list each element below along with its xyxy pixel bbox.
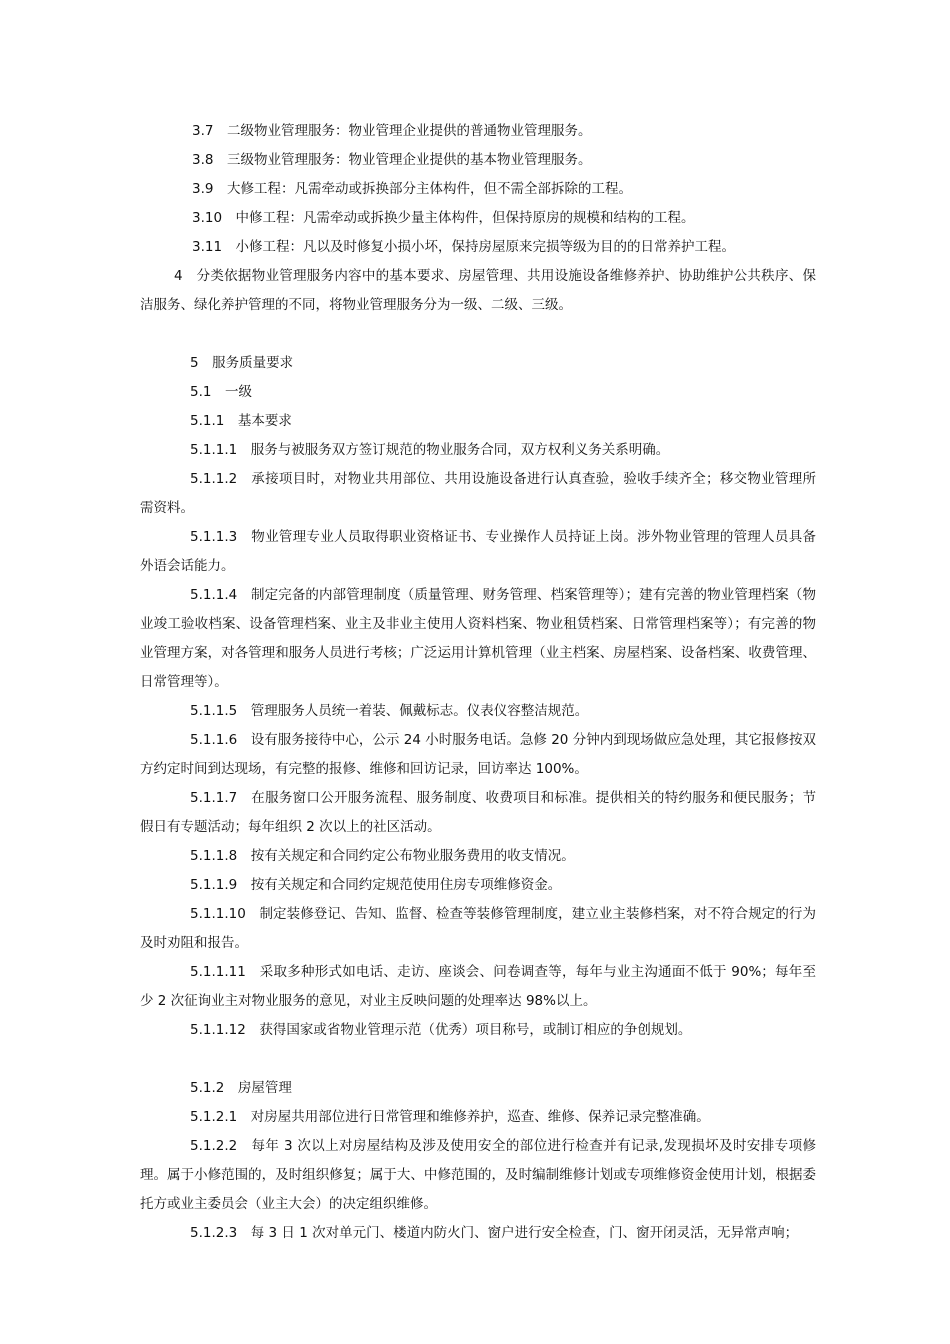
clause-3-7: 3.7 二级物业管理服务：物业管理企业提供的普通物业管理服务。 <box>192 123 592 139</box>
clause-5-1-1-6: 5.1.1.6 设有服务接待中心，公示 24 小时服务电话。急修 20 分钟内到现场做应急处理，其它报修按双方约定时间到达现场，有完整的报修、维修和回访记录，回访率达 100%。 <box>140 732 816 777</box>
clause-5-1-1-7: 5.1.1.7 在服务窗口公开服务流程、服务制度、收费项目和标准。提供相关的特约服务和便民服务；节假日有专题活动；每年组织 2 次以上的社区活动。 <box>140 790 816 835</box>
section-5-1-heading: 5.1 一级 <box>190 384 252 400</box>
clause-5-1-1-5: 5.1.1.5 管理服务人员统一着装、佩戴标志。仪表仪容整洁规范。 <box>190 703 589 719</box>
clause-3-11: 3.11 小修工程：凡以及时修复小损小坏，保持房屋原来完损等级为目的的日常养护工程。 <box>192 239 736 255</box>
clause-5-1-1-12: 5.1.1.12 获得国家或省物业管理示范（优秀）项目称号，或制订相应的争创规划。 <box>190 1022 692 1038</box>
clause-3-8: 3.8 三级物业管理服务：物业管理企业提供的基本物业管理服务。 <box>192 152 592 168</box>
document-body <box>140 117 816 1248</box>
clause-3-9: 3.9 大修工程：凡需牵动或拆换部分主体构件，但不需全部拆除的工程。 <box>192 181 632 197</box>
section-spacer <box>140 1045 816 1074</box>
clause-5-1-1-2: 5.1.1.2 承接项目时，对物业共用部位、共用设施设备进行认真查验，验收手续齐全；移交物业管理所需资料。 <box>140 471 816 516</box>
clause-5-1-2-3: 5.1.2.3 每 3 日 1 次对单元门、楼道内防火门、窗户进行安全检查，门、窗开闭灵活，无异常声响； <box>190 1225 799 1241</box>
clause-5-1-1-9: 5.1.1.9 按有关规定和合同约定规范使用住房专项维修资金。 <box>190 877 562 893</box>
clause-5-1-2-1: 5.1.2.1 对房屋共用部位进行日常管理和维修养护，巡查、维修、保养记录完整准确。 <box>190 1109 710 1125</box>
section-5-heading: 5 服务质量要求 <box>190 355 294 371</box>
clause-4: 4 分类依据物业管理服务内容中的基本要求、房屋管理、共用设施设备维修养护、协助维护公共秩序、保洁服务、绿化养护管理的不同，将物业管理服务分为一级、二级、三级。 <box>140 268 816 313</box>
section-5-1-2-heading: 5.1.2 房屋管理 <box>190 1080 292 1096</box>
clause-3-10: 3.10 中修工程：凡需牵动或拆换少量主体构件，但保持原房的规模和结构的工程。 <box>192 210 695 226</box>
clause-5-1-1-10: 5.1.1.10 制定装修登记、告知、监督、检查等装修管理制度，建立业主装修档案，对不符合规定的行为及时劝阻和报告。 <box>140 906 816 951</box>
clause-5-1-1-1: 5.1.1.1 服务与被服务双方签订规范的物业服务合同，双方权利义务关系明确。 <box>190 442 670 458</box>
clause-5-1-1-4: 5.1.1.4 制定完备的内部管理制度（质量管理、财务管理、档案管理等）；建有完善的物业管理档案（物业竣工验收档案、设备管理档案、业主及非业主使用人资料档案、物业租赁档案、日常管理档案等）；有完善的物业管理方案，对各管理和服务人员进行考核；广泛运用计算机管理（业主档案、房屋档案、设备档案、收费管理、日常管理等）。 <box>140 587 816 690</box>
clause-5-1-2-2: 5.1.2.2 每年 3 次以上对房屋结构及涉及使用安全的部位进行检查并有记录,发现损坏及时安排专项修理。属于小修范围的，及时组织修复；属于大、中修范围的，及时编制维修计划或专项维修资金使用计划，根据委托方或业主委员会（业主大会）的决定组织维修。 <box>140 1138 816 1212</box>
clause-5-1-1-8: 5.1.1.8 按有关规定和合同约定公布物业服务费用的收支情况。 <box>190 848 575 864</box>
clause-5-1-1-11: 5.1.1.11 采取多种形式如电话、走访、座谈会、问卷调查等，每年与业主沟通面不低于 90%；每年至少 2 次征询业主对物业服务的意见，对业主反映问题的处理率达 98%以上。 <box>140 964 816 1009</box>
section-5-1-1-heading: 5.1.1 基本要求 <box>190 413 292 429</box>
section-spacer <box>140 320 816 349</box>
clause-5-1-1-3: 5.1.1.3 物业管理专业人员取得职业资格证书、专业操作人员持证上岗。涉外物业管理的管理人员具备外语会话能力。 <box>140 529 816 574</box>
